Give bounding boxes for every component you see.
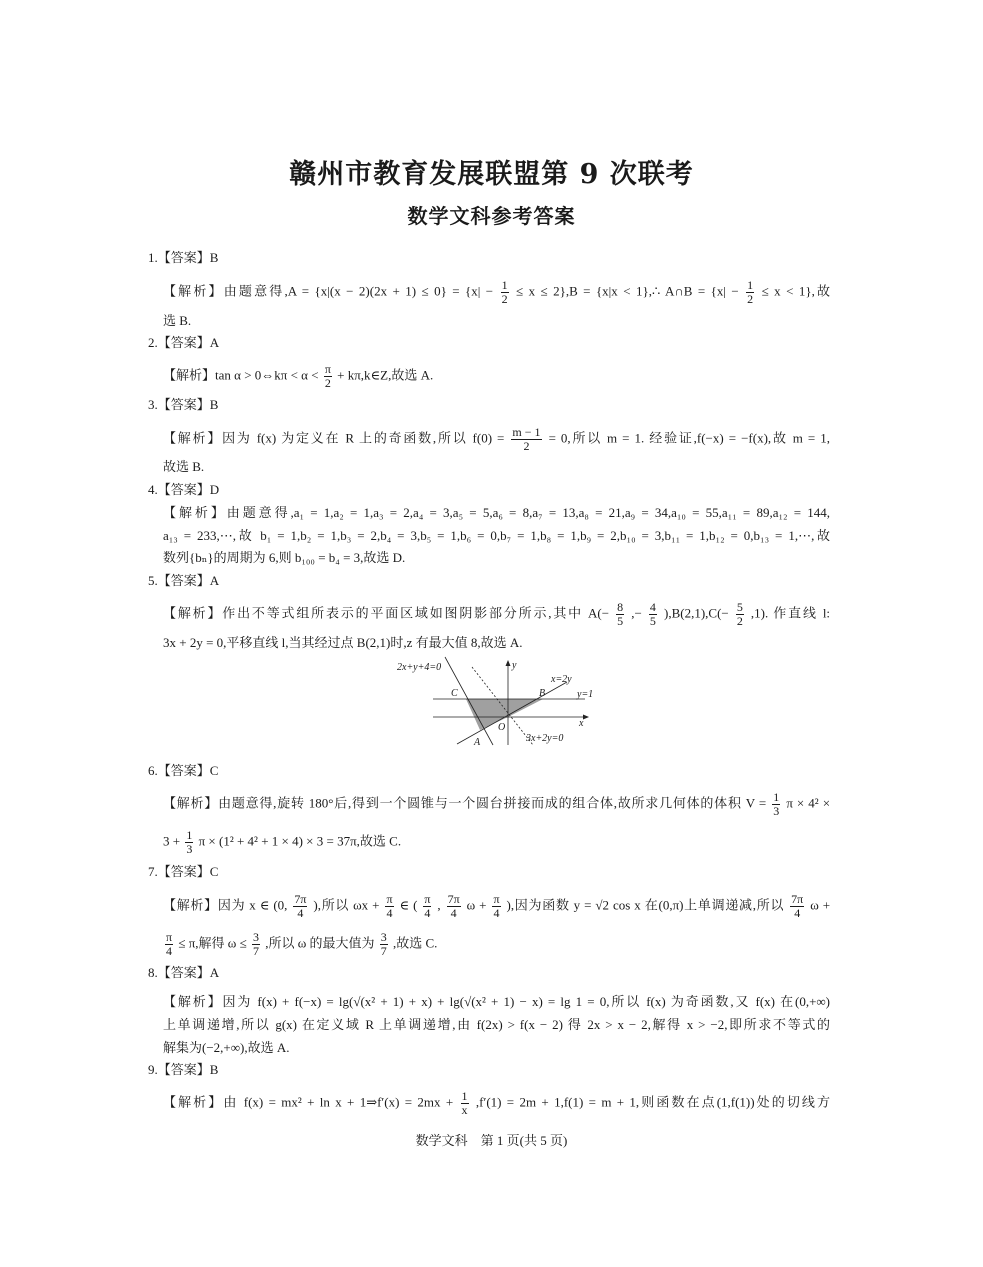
text-run: ),B(2,1),C(− (664, 605, 729, 621)
label-x: x (579, 718, 584, 729)
denominator: x (461, 1103, 468, 1117)
answer-line: 2.【答案】A (148, 335, 220, 350)
denominator: 2 (747, 292, 754, 306)
text-run: ,故选 C. (393, 935, 438, 951)
text-run: ≤ x ≤ 2},B = {x|x < 1},∴ A∩B = {x| − (516, 283, 739, 299)
text-run: 数列{bₙ}的周期为 6,则 b₁₀₀ = b₄ = 3,故选 D. (163, 550, 406, 565)
numerator: 8 (617, 600, 624, 614)
label-A: A (474, 737, 481, 748)
numerator: 5 (736, 600, 743, 614)
text-run: , (437, 897, 441, 913)
answer-line: 1.【答案】B (148, 250, 219, 265)
text-run: ∈ ( (399, 897, 418, 913)
x-axis-arrow (583, 715, 589, 720)
label-B: B (539, 688, 546, 699)
page-subtitle: 数学文科参考答案 (407, 204, 576, 228)
denominator: 5 (649, 614, 656, 628)
answer-line: 3.【答案】B (148, 397, 219, 412)
numerator: 3 (380, 930, 387, 944)
text-run: ≤ x < 1},故 (761, 283, 831, 299)
page-footer: 数学文科 第 1 页(共 5 页) (415, 1133, 568, 1148)
numerator: π (166, 930, 173, 944)
text-run: 【解析】作出不等式组所表示的平面区域如图阴影部分所示,其中 A(− (163, 605, 610, 621)
page-title: 赣州市教育发展联盟第 9 次联考 (289, 159, 694, 190)
text-run: 选 B. (163, 313, 192, 328)
answer-line: 8.【答案】A (148, 965, 220, 980)
label-y: y (512, 660, 517, 671)
denominator: 4 (493, 906, 500, 920)
label-line3: y=1 (577, 689, 594, 700)
text-run: 【解析】由题意得,a₁ = 1,a₂ = 1,a₃ = 2,a₄ = 3,a₅ = 5,a₆ = 8,a₇ = 13,a₈ = 21,a₉ = 34,a₁₀ = 55,a₁₁ = 89,a₁₂ = 144, (163, 505, 830, 520)
text-run: π × 4² × (786, 795, 831, 811)
denominator: 2 (324, 376, 331, 390)
text-run: 故选 B. (163, 459, 205, 474)
numerator: 1 (747, 278, 754, 292)
text-run: 上单调递增,所以 g(x) 在定义域 R 上单调递增,由 f(2x) > f(x − 2) 得 2x > x − 2,解得 x > −2,即所求不等式的 (163, 1017, 830, 1032)
text-run: 【解析】由题意得,旋转 180°后,得到一个圆锥与一个圆台拼接而成的组合体,故所求几何体的体积 V = (163, 795, 767, 811)
denominator: 3 (773, 804, 780, 818)
text-run: ,所以 ω 的最大值为 (265, 935, 375, 951)
label-O: O (498, 722, 506, 733)
numerator: 4 (649, 600, 656, 614)
denominator: 4 (297, 906, 304, 920)
text-run: 【解析】因为 x ∈ (0, (163, 897, 288, 913)
denominator: 4 (450, 906, 457, 920)
denominator: 4 (794, 906, 801, 920)
y-axis-arrow (506, 660, 511, 666)
numerator: π (493, 892, 500, 906)
numerator: 7π (791, 892, 804, 906)
answer-line: 7.【答案】C (148, 864, 219, 879)
text-run: ω + (466, 897, 487, 913)
denominator: 4 (386, 906, 393, 920)
numerator: 3 (252, 930, 259, 944)
label-line4: 3x+2y=0 (526, 733, 564, 744)
text-run: ),因为函数 y = √2 cos x 在(0,π)上单调递减,所以 (506, 897, 785, 913)
text-run: 【解析】tan α > 0⇔kπ < α < (163, 367, 319, 383)
numerator: π (424, 892, 431, 906)
numerator: m − 1 (512, 425, 541, 439)
numerator: 1 (501, 278, 508, 292)
numerator: 1 (773, 790, 780, 804)
label-C: C (451, 688, 458, 699)
answer-line: 6.【答案】C (148, 763, 219, 778)
numerator: π (324, 362, 331, 376)
text-run: = 0,所以 m = 1. 经验证,f(−x) = −f(x),故 m = 1, (548, 430, 830, 446)
denominator: 7 (252, 944, 259, 958)
numerator: 1 (461, 1089, 468, 1103)
numerator: 1 (186, 828, 193, 842)
text-run: 解集为(−2,+∞),故选 A. (163, 1040, 290, 1055)
denominator: 2 (736, 614, 743, 628)
answer-line: 9.【答案】B (148, 1062, 219, 1077)
text-run: + kπ,k∈Z,故选 A. (337, 367, 434, 383)
denominator: 4 (166, 944, 173, 958)
text-run: ,− (631, 605, 642, 621)
text-run: ≤ π,解得 ω ≤ (178, 935, 247, 951)
text-run: ,1). 作直线 l: (750, 605, 831, 621)
denominator: 5 (617, 614, 624, 628)
label-line1: 2x+y+4=0 (397, 662, 442, 673)
text-run: ),所以 ωx + (313, 897, 380, 913)
denominator: 2 (523, 439, 530, 453)
text-run: 【解析】由题意得,A = {x|(x − 2)(2x + 1) ≤ 0} = {x| − (163, 283, 494, 299)
answer-line: 4.【答案】D (148, 482, 220, 497)
numerator: 7π (294, 892, 307, 906)
answer-line: 5.【答案】A (148, 573, 220, 588)
denominator: 3 (186, 842, 193, 856)
text-run: 3 + (163, 833, 181, 849)
text-run: a₁₃ = 233,⋯,故 b₁ = 1,b₂ = 1,b₃ = 2,b₄ = 3,b₅ = 1,b₆ = 0,b₇ = 1,b₈ = 1,b₉ = 2,b₁₀ = 3,b₁₁ = 1,b₁₂ = 0,b₁₃ = 1,⋯,故 (163, 528, 830, 543)
numerator: π (386, 892, 393, 906)
text-run: ,f′(1) = 2m + 1,f(1) = m + 1,则函数在点(1,f(1))处的切线方 (475, 1094, 831, 1110)
numerator: 7π (447, 892, 460, 906)
text-run: 【解析】因为 f(x) 为定义在 R 上的奇函数,所以 f(0) = (163, 430, 505, 446)
text-run: 【解析】由 f(x) = mx² + ln x + 1⇒f′(x) = 2mx + (163, 1094, 454, 1110)
text-run: 【解析】因为 f(x) + f(−x) = lg(√(x² + 1) + x) + lg(√(x² + 1) − x) = lg 1 = 0,所以 f(x) 为奇函数,又 f(x) 在(0,+∞) (163, 994, 830, 1009)
text-run: π × (1² + 4² + 1 × 4) × 3 = 37π,故选 C. (198, 833, 402, 849)
denominator: 7 (380, 944, 387, 958)
label-line2: x=2y (551, 674, 572, 685)
text-run: ω + (810, 897, 831, 913)
denominator: 2 (501, 292, 508, 306)
text-run: 3x + 2y = 0,平移直线 l,当其经过点 B(2,1)时,z 有最大值 8,故选 A. (163, 635, 523, 650)
denominator: 4 (424, 906, 431, 920)
